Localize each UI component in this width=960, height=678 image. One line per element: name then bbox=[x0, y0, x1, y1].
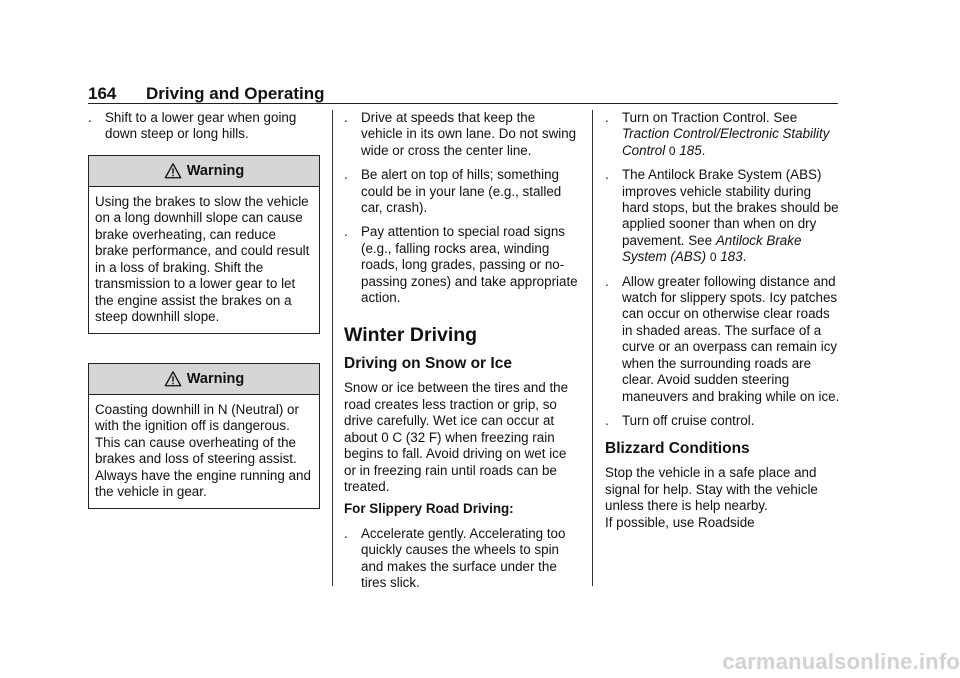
bullet-text: Turn on Traction Control. See bbox=[622, 110, 798, 125]
body-paragraph: Snow or ice between the tires and the road creates less traction or grip, so drive carefully. Wet ice can occur at about 0 C (32 F) when freezing rain begins to fall. Avoid driving on wet ice or in freezing rain until roads can be treated. bbox=[344, 380, 569, 494]
list-item bbox=[344, 167, 580, 216]
list-item bbox=[88, 110, 320, 143]
run-in-heading: For Slippery Road Driving: bbox=[344, 501, 514, 517]
section-title: Driving and Operating bbox=[146, 84, 325, 103]
cross-reference-page[interactable]: 185 bbox=[679, 142, 702, 158]
warning-header bbox=[89, 364, 319, 395]
page-number: 164 bbox=[88, 84, 117, 103]
list-item bbox=[344, 110, 580, 159]
header-rule bbox=[88, 103, 838, 104]
bullet-text: Drive at speeds that keep the vehicle in its own lane. Do not swing wide or cross the center line. bbox=[361, 110, 577, 158]
watermark: carmanualsonline.info bbox=[722, 649, 960, 674]
cross-reference-link[interactable]: Traction Control/Electronic Stability Control bbox=[622, 126, 830, 158]
cross-reference-page[interactable]: 183 bbox=[720, 249, 743, 265]
warning-box bbox=[88, 155, 320, 334]
list-item: . The Antilock Brake System (ABS) improves vehicle stability during hard stops, but the brakes should be applied sooner than when on dry pavement. See Antilock Brake System (ABS) 0 183. bbox=[605, 167, 839, 265]
warning-header bbox=[89, 156, 319, 187]
body-paragraph: If possible, use Roadside bbox=[605, 514, 755, 530]
bullet-mark: . bbox=[605, 412, 609, 428]
column-2 bbox=[344, 110, 580, 599]
subsection-heading: Blizzard Conditions bbox=[605, 440, 750, 458]
warning-title: Warning bbox=[186, 162, 245, 179]
bullet-mark: . bbox=[344, 110, 348, 125]
page-ref-icon: 0 bbox=[668, 143, 676, 158]
bullet-text: Accelerate gently. Accelerating too quickly causes the wheels to spin and makes the surface under the tires slick. bbox=[361, 525, 566, 590]
page-ref-icon: 0 bbox=[709, 250, 717, 265]
list-item bbox=[344, 224, 580, 306]
bullet-mark: . bbox=[605, 110, 609, 125]
bullet-mark: . bbox=[344, 224, 348, 240]
column-divider bbox=[592, 110, 593, 586]
bullet-text: Turn off cruise control. bbox=[622, 412, 755, 428]
list-item bbox=[605, 413, 840, 429]
cross-reference-link[interactable]: Antilock Brake System (ABS) bbox=[622, 232, 802, 265]
bullet-mark: . bbox=[88, 110, 92, 125]
bullet-text: Shift to a lower gear when going down steep or long hills. bbox=[105, 110, 297, 142]
subsection-heading: Driving on Snow or Ice bbox=[344, 355, 512, 373]
column-3 bbox=[605, 110, 840, 537]
page-header bbox=[88, 84, 838, 104]
bullet-mark: . bbox=[344, 167, 348, 183]
warning-box bbox=[88, 363, 320, 509]
column-divider bbox=[332, 110, 333, 586]
list-item bbox=[605, 274, 840, 405]
warning-text: Coasting downhill in N (Neutral) or with the ignition off is dangerous. This can cause overheating of the brakes and loss of steering assist. Always have the engine running and the vehicle in gear. bbox=[95, 401, 311, 500]
warning-icon bbox=[164, 370, 182, 388]
list-item: . Turn on Traction Control. See Traction Control/Electronic Stability Control 0 185. bbox=[605, 110, 830, 158]
bullet-text: Be alert on top of hills; something could be in your lane (e.g., stalled car, crash). bbox=[361, 167, 562, 216]
bullet-mark: . bbox=[605, 273, 609, 289]
bullet-text: Allow greater following distance and watch for slippery spots. Icy patches can occur on otherwise clear roads in shaded areas. The surface of a curve or an overpass can remain icy when the surrounding roads are clear. Avoid sudden steering maneuvers and braking while on ice. bbox=[622, 273, 840, 404]
column-1 bbox=[88, 110, 320, 509]
list-item bbox=[344, 526, 580, 592]
bullet-mark: . bbox=[344, 525, 348, 541]
warning-icon bbox=[164, 162, 182, 180]
bullet-text: Pay attention to special road signs (e.g., falling rocks area, winding roads, long grades, passing or no-passing zones) and take appropriate action. bbox=[361, 224, 578, 306]
body-paragraph: Stop the vehicle in a safe place and signal for help. Stay with the vehicle unless there is help nearby. bbox=[605, 465, 818, 514]
warning-text: Using the brakes to slow the vehicle on a long downhill slope can cause brake overheating, can reduce brake performance, and could result in a loss of braking. Shift the transmission to a lower gear to let the engine assist the brakes on a steep downhill slope. bbox=[95, 193, 310, 325]
bullet-mark: . bbox=[605, 167, 609, 183]
section-heading: Winter Driving bbox=[344, 324, 478, 347]
warning-title: Warning bbox=[186, 370, 245, 387]
bullet-text: The Antilock Brake System (ABS) improves vehicle stability during hard stops, but the brakes should be applied sooner than when on dry pavement. See bbox=[622, 167, 839, 248]
